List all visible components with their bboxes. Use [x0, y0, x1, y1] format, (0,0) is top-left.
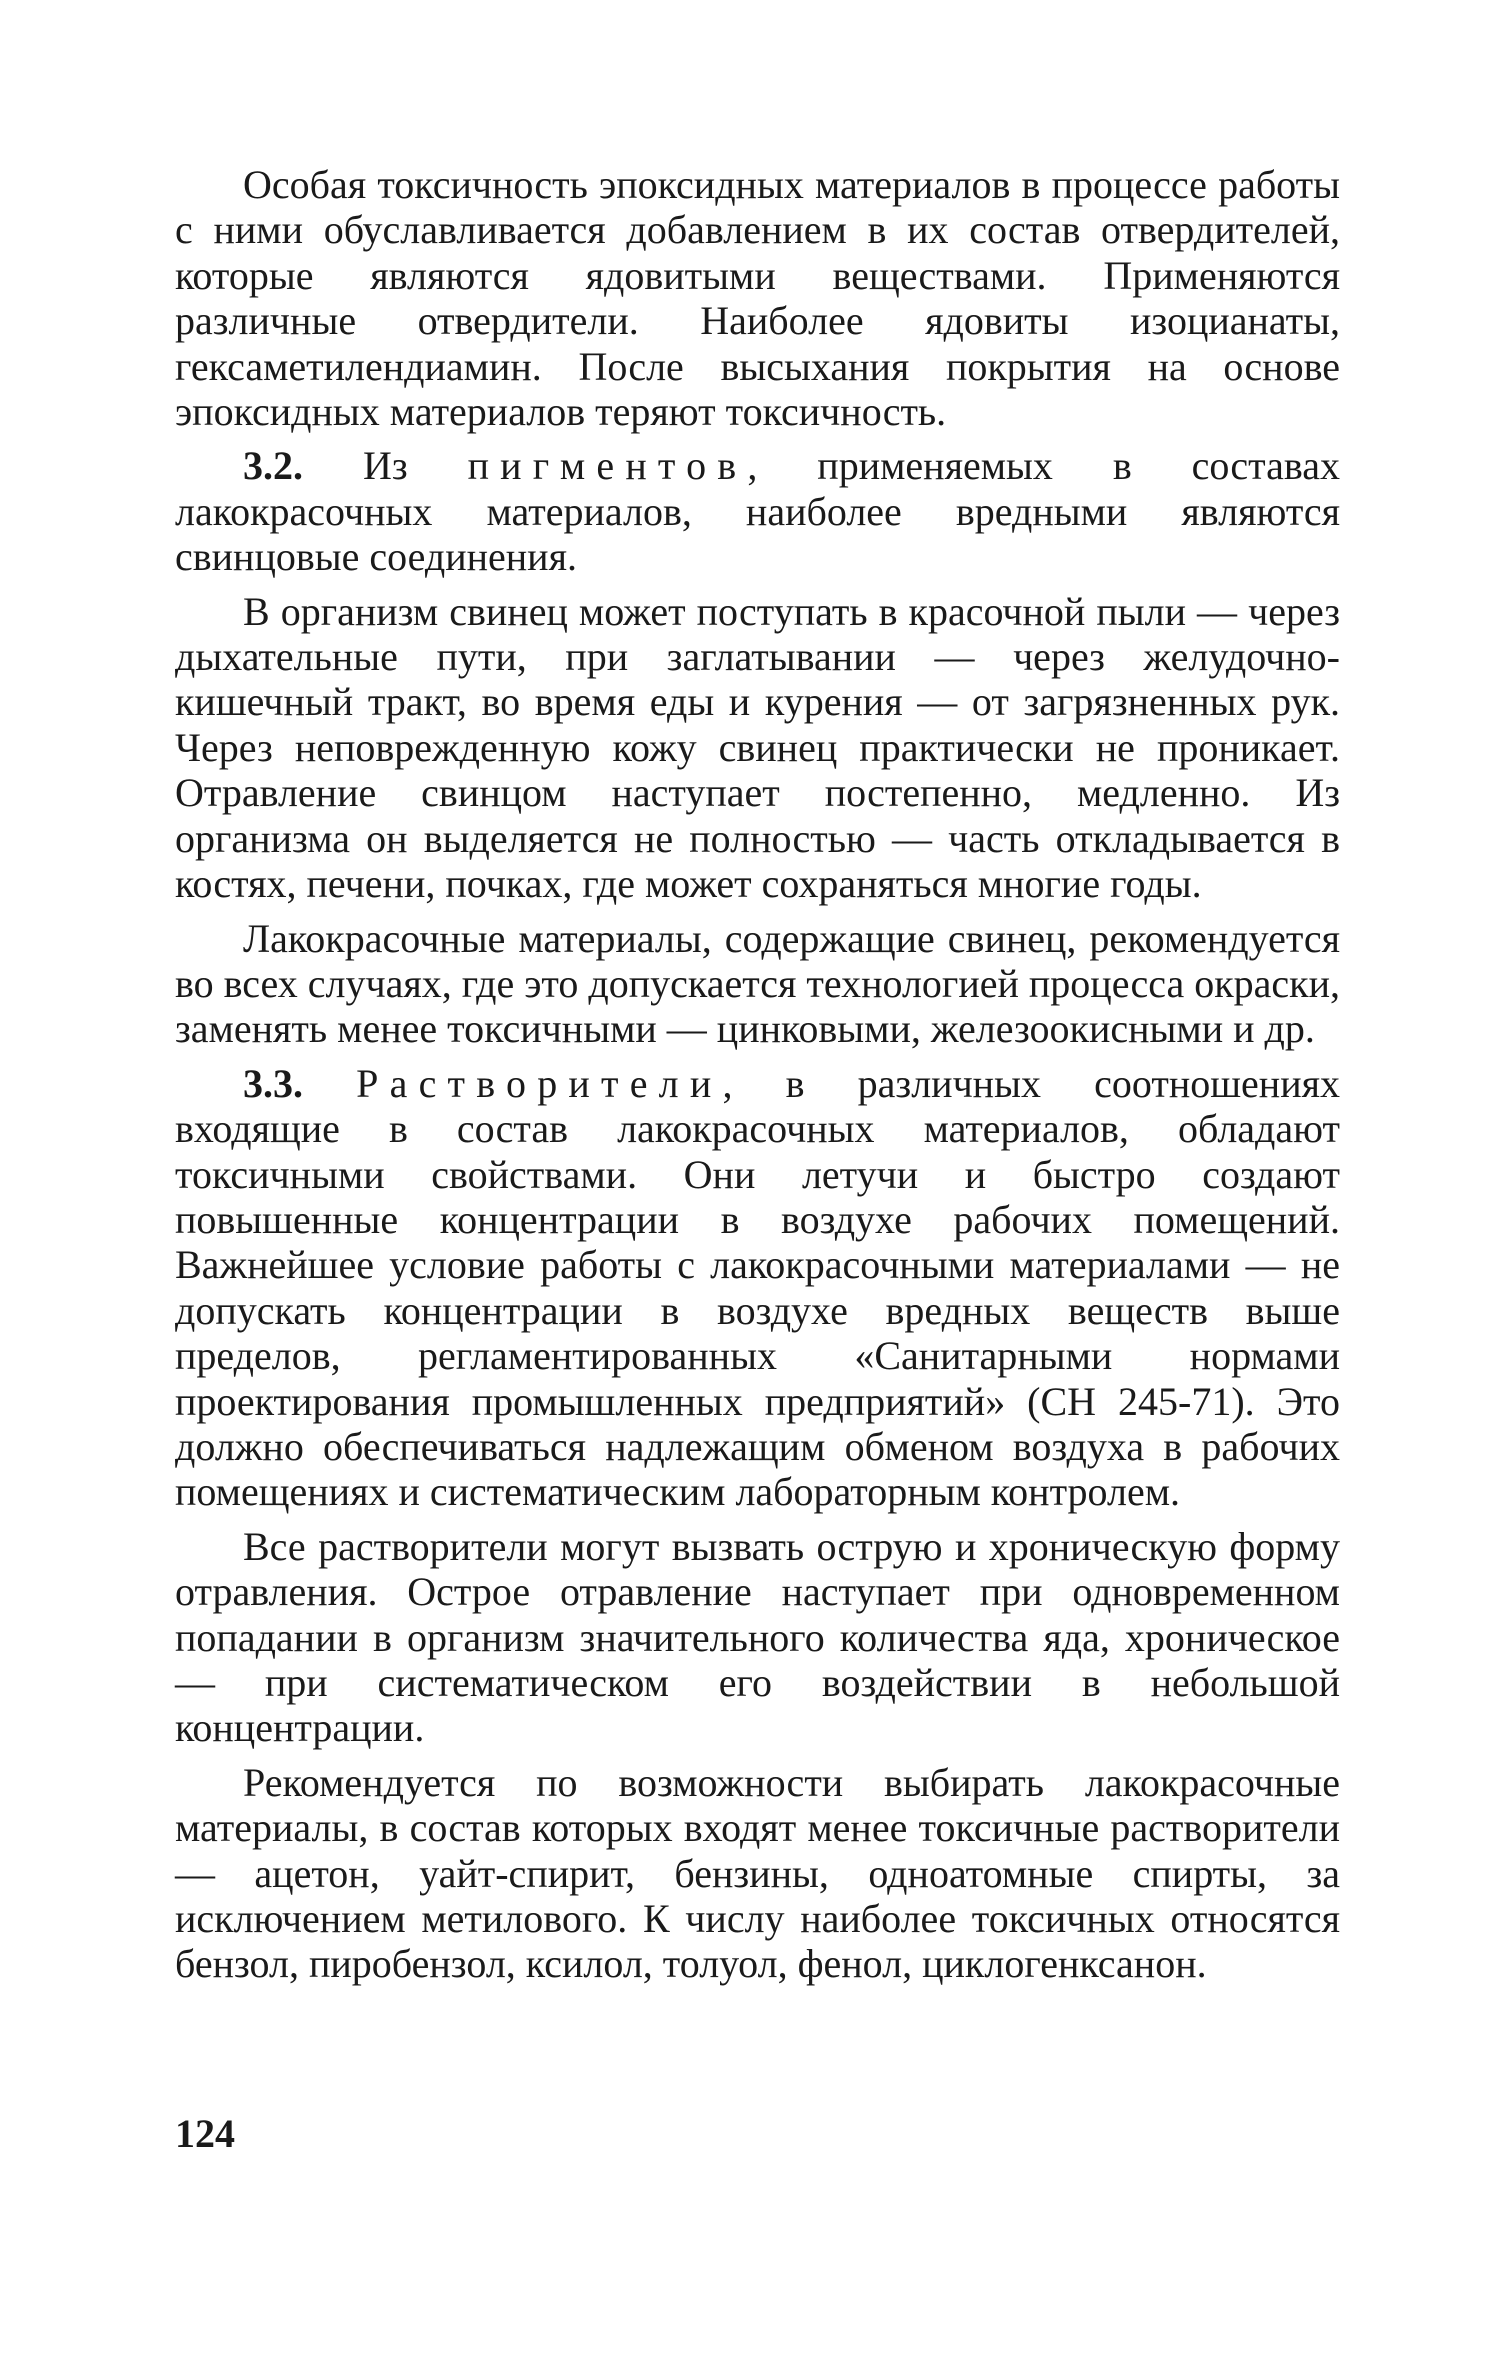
section-number: 3.2.	[243, 443, 303, 489]
paragraph-text: Рекомендуется по возможности выбирать лакокрасочные материалы, в состав которых входят менее токсичные растворители — ацетон, уайт-спирит, бензины, одноатомные спирты, за исключением метилового. К числу наиболее токсичных относятся бензол, пиробензол, ксилол, толуол, фенол, циклогенксанон.	[175, 1759, 1340, 1987]
section-number: 3.3.	[243, 1060, 303, 1106]
paragraph-text: Лакокрасочные материалы, содержащие свинец, рекомендуется во всех случаях, где это допускается технологией процесса окраски, заменять менее токсичными — цинковыми, железоокисными и др.	[175, 915, 1340, 1052]
paragraph-text: Все растворители могут вызвать острую и хроническую форму отравления. Острое отравление наступает при одновременном попадании в организм значительного количества яда, хроническое — при систематическом его воздействии в небольшой концентрации.	[175, 1523, 1340, 1751]
paragraph-text: , применяемых в составах лакокрасочных материалов, наиболее вредными являются свинцовые соединения.	[175, 443, 1341, 580]
paragraph-text: , в различных соотношениях входящие в состав лакокрасочных материалов, обладают токсичными свойствами. Они летучи и быстро создают повышенные концентрации в воздухе рабочих помещений. Важнейшее условие работы с лакокрасочными материалами — не допускать концентрации в воздухе вредных веществ выше пределов, регламентированных «Санитарными нормами проектирования промышленных предприятий» (СН 245-71). Это должно обеспечиваться надлежащим обменом воздуха в рабочих помещениях и систематическим лабораторным контролем.	[175, 1060, 1341, 1515]
paragraph-text: В организм свинец может поступать в красочной пыли — через дыхательные пути, при заглатывании — через желудочно-кишечный тракт, во время еды и курения — от загрязненных рук. Через неповрежденную кожу свинец практически не проникает. Отравление свинцом наступает постепенно, медленно. Из организма он выделяется не полностью — часть откладывается в костях, печени, почках, где может сохраняться многие годы.	[175, 588, 1340, 907]
page-number: 124	[175, 2111, 235, 2156]
paragraph-solvent-recommendation	[175, 1760, 1340, 1987]
paragraph-lead-intake	[175, 589, 1340, 907]
paragraph-poisoning-forms	[175, 1524, 1340, 1751]
spaced-term: Растворители	[356, 1060, 723, 1106]
paragraph-epoxy-toxicity	[175, 162, 1340, 434]
paragraph-lead-replacement	[175, 916, 1340, 1052]
spaced-term: пигментов	[467, 443, 748, 489]
paragraph-lead: Из	[362, 443, 408, 489]
paragraph-3-2-pigments	[175, 443, 1340, 579]
paragraph-3-3-solvents	[175, 1061, 1340, 1515]
paragraph-text: Особая токсичность эпоксидных материалов в процессе работы с ними обуславливается добавлением в их состав отвердителей, которые являются ядовитыми веществами. Применяются различные отвердители. Наиболее ядовиты изоцианаты, гексаметилендиамин. После высыхания покрытия на основе эпоксидных материалов теряют токсичность.	[175, 162, 1340, 435]
page-body	[175, 162, 1340, 1996]
